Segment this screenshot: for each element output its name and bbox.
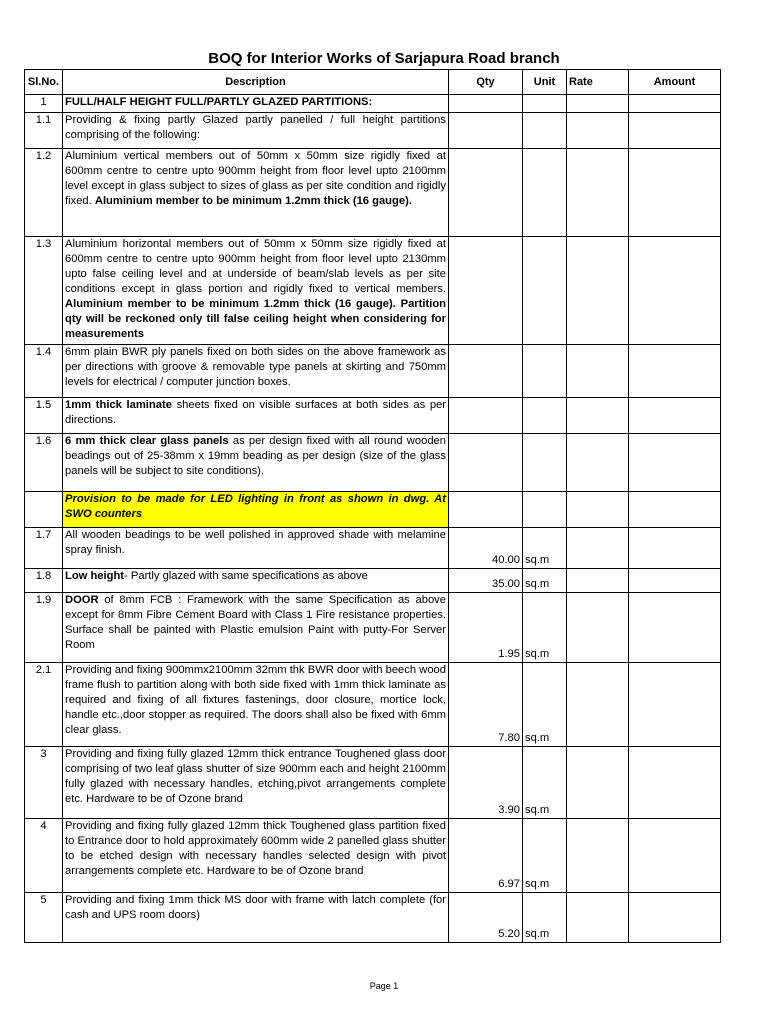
row-rate	[567, 95, 629, 113]
table-row	[25, 149, 721, 237]
row-description	[63, 237, 449, 345]
row-rate	[567, 819, 629, 893]
row-amount	[629, 663, 721, 747]
row-sl-no: 1.8	[25, 569, 63, 593]
description-text: Providing and fixing 900mmx2100mm 32mm thk BWR door with beech wood frame flush to partition along with both side fixed with 1mm thick laminate as required and fixing of all fixtures fastenings, door closure, mortice lock, handle etc.,door stopper as required. The doors shall also be fixed with 6mm clear glass.	[65, 664, 446, 736]
row-rate	[567, 893, 629, 943]
table-row	[25, 237, 721, 345]
row-rate	[567, 398, 629, 434]
description-text: Aluminium vertical members out of 50mm x 50mm size rigidly fixed at 600mm centre to centre upto 900mm height from floor level upto 2100mm level except in glass subject to sizes of glass as per site condition and rigidly fixed.	[65, 150, 446, 207]
row-description	[63, 569, 449, 593]
row-sl-no: 5	[25, 893, 63, 943]
table-row	[25, 492, 721, 528]
row-sl-no	[25, 492, 63, 528]
row-unit	[523, 237, 567, 345]
row-description	[63, 95, 449, 113]
description-text: Providing and fixing fully glazed 12mm thick Toughened glass partition fixed to Entrance door to hold approximately 600mm wide 2 panelled glass shutter to be etched design with necessary handles selected design with pivot arrangements complete etc. Hardware to be of Ozone brand	[65, 820, 446, 877]
description-bold-lead: Low height	[65, 570, 125, 582]
table-row	[25, 893, 721, 943]
row-sl-no: 3	[25, 747, 63, 819]
row-unit: sq.m	[523, 528, 567, 569]
row-description	[63, 113, 449, 149]
description-bold-tail: Aluminium member to be minimum 1.2mm thick (16 gauge). Partition qty will be reckoned only till false ceiling height when considering for measurements	[65, 298, 446, 340]
row-amount	[629, 149, 721, 237]
row-description	[63, 398, 449, 434]
row-rate	[567, 569, 629, 593]
row-unit: sq.m	[523, 819, 567, 893]
row-description	[63, 528, 449, 569]
row-qty	[449, 149, 523, 237]
row-qty: 5.20	[449, 893, 523, 943]
row-sl-no: 1.4	[25, 345, 63, 398]
row-qty: 6.97	[449, 819, 523, 893]
row-sl-no: 4	[25, 819, 63, 893]
row-description	[63, 492, 449, 528]
header-sl: Sl.No.	[25, 70, 63, 95]
table-row	[25, 593, 721, 663]
row-description	[63, 819, 449, 893]
table-row	[25, 819, 721, 893]
table-row	[25, 663, 721, 747]
row-unit: sq.m	[523, 893, 567, 943]
row-unit	[523, 113, 567, 149]
row-unit	[523, 492, 567, 528]
row-rate	[567, 237, 629, 345]
description-text: 6mm plain BWR ply panels fixed on both sides on the above framework as per directions with groove & removable type panels at skirting and 750mm levels for electrical / computer junction boxes.	[65, 346, 446, 388]
description-text: - Partly glazed with same specifications as above	[124, 570, 368, 582]
row-qty	[449, 237, 523, 345]
row-unit: sq.m	[523, 569, 567, 593]
row-rate	[567, 747, 629, 819]
row-sl-no: 1.1	[25, 113, 63, 149]
row-amount	[629, 345, 721, 398]
description-text: of 8mm FCB : Framework with the same Specification as above except for 8mm Fibre Cement Board with Class 1 Fire resistance properties. Surface shall be painted with Plastic emulsion Paint with putty-For Server Room	[65, 594, 446, 651]
row-amount	[629, 237, 721, 345]
row-rate	[567, 149, 629, 237]
table-row	[25, 747, 721, 819]
row-rate	[567, 492, 629, 528]
row-unit	[523, 398, 567, 434]
description-bold-lead: DOOR	[65, 594, 99, 606]
row-amount	[629, 569, 721, 593]
table-row	[25, 398, 721, 434]
row-qty: 7.80	[449, 663, 523, 747]
description-text: Providing and fixing 1mm thick MS door with frame with latch complete (for cash and UPS room doors)	[65, 894, 446, 921]
row-sl-no: 1	[25, 95, 63, 113]
row-description	[63, 893, 449, 943]
row-amount	[629, 819, 721, 893]
highlight-note: Provision to be made for LED lighting in front as shown in dwg. At SWO counters	[65, 493, 446, 520]
row-description	[63, 149, 449, 237]
row-amount	[629, 492, 721, 528]
row-qty: 3.90	[449, 747, 523, 819]
row-amount	[629, 747, 721, 819]
row-sl-no: 1.7	[25, 528, 63, 569]
header-description: Description	[63, 70, 449, 95]
table-row	[25, 569, 721, 593]
document-title: BOQ for Interior Works of Sarjapura Road branch	[208, 50, 560, 67]
row-sl-no: 1.9	[25, 593, 63, 663]
row-qty	[449, 95, 523, 113]
row-unit: sq.m	[523, 747, 567, 819]
table-row	[25, 434, 721, 492]
row-sl-no: 1.6	[25, 434, 63, 492]
row-qty	[449, 345, 523, 398]
row-rate	[567, 434, 629, 492]
row-unit	[523, 434, 567, 492]
description-bold-lead: 6 mm thick clear glass panels	[65, 435, 229, 447]
description-text: Providing and fixing fully glazed 12mm thick entrance Toughened glass door comprising of two leaf glass shutter of size 900mm each and height 2100mm fully glazed with necessary handles, etching,pivot arrangements complete etc. Hardware to be of Ozone brand	[65, 748, 446, 805]
row-amount	[629, 593, 721, 663]
row-amount	[629, 434, 721, 492]
table-header-row	[25, 70, 721, 95]
row-amount	[629, 528, 721, 569]
row-amount	[629, 95, 721, 113]
row-description	[63, 345, 449, 398]
row-qty: 40.00	[449, 528, 523, 569]
row-description	[63, 747, 449, 819]
description-text: All wooden beadings to be well polished in approved shade with melamine spray finish.	[65, 529, 446, 556]
row-sl-no: 2.1	[25, 663, 63, 747]
table-row	[25, 345, 721, 398]
row-amount	[629, 113, 721, 149]
table-row	[25, 528, 721, 569]
row-unit	[523, 345, 567, 398]
row-qty	[449, 434, 523, 492]
description-bold-lead: FULL/HALF HEIGHT FULL/PARTLY GLAZED PARTITIONS:	[65, 96, 373, 108]
row-rate	[567, 345, 629, 398]
page-number: Page 1	[369, 981, 399, 991]
row-sl-no: 1.5	[25, 398, 63, 434]
row-sl-no: 1.3	[25, 237, 63, 345]
table-body	[25, 95, 721, 943]
row-sl-no: 1.2	[25, 149, 63, 237]
row-qty: 35.00	[449, 569, 523, 593]
description-bold-tail: Aluminium member to be minimum 1.2mm thick (16 gauge).	[94, 195, 412, 207]
table-row	[25, 95, 721, 113]
row-amount	[629, 893, 721, 943]
description-text: sheets fixed on visible surfaces at both sides as per directions.	[65, 399, 446, 426]
row-amount	[629, 398, 721, 434]
header-unit: Unit	[523, 70, 567, 95]
row-rate	[567, 528, 629, 569]
row-qty	[449, 492, 523, 528]
table-row	[25, 113, 721, 149]
description-text: Aluminium horizontal members out of 50mm x 50mm size rigidly fixed at 600mm centre to centre upto 900mm height from floor level upto 2130mm upto false ceiling level and at underside of beam/slab levels as per site conditions except in glass portion and rigidly fixed to vertical members.	[65, 238, 446, 295]
row-rate	[567, 663, 629, 747]
header-qty: Qty	[449, 70, 523, 95]
description-text: as per design fixed with all round wooden beadings out of 25-38mm x 19mm beading as per design (size of the glass panels will be subject to site conditions).	[65, 435, 446, 477]
row-unit: sq.m	[523, 593, 567, 663]
row-qty: 1.95	[449, 593, 523, 663]
header-rate: Rate	[567, 70, 629, 95]
row-unit	[523, 149, 567, 237]
boq-table	[24, 69, 721, 943]
row-rate	[567, 593, 629, 663]
row-rate	[567, 113, 629, 149]
header-amount: Amount	[629, 70, 721, 95]
description-bold-lead: 1mm thick laminate	[65, 399, 172, 411]
row-unit: sq.m	[523, 663, 567, 747]
row-description	[63, 434, 449, 492]
description-text: Providing & fixing partly Glazed partly panelled / full height partitions comprising of the following:	[65, 114, 446, 141]
row-description	[63, 663, 449, 747]
row-unit	[523, 95, 567, 113]
row-description	[63, 593, 449, 663]
row-qty	[449, 398, 523, 434]
row-qty	[449, 113, 523, 149]
